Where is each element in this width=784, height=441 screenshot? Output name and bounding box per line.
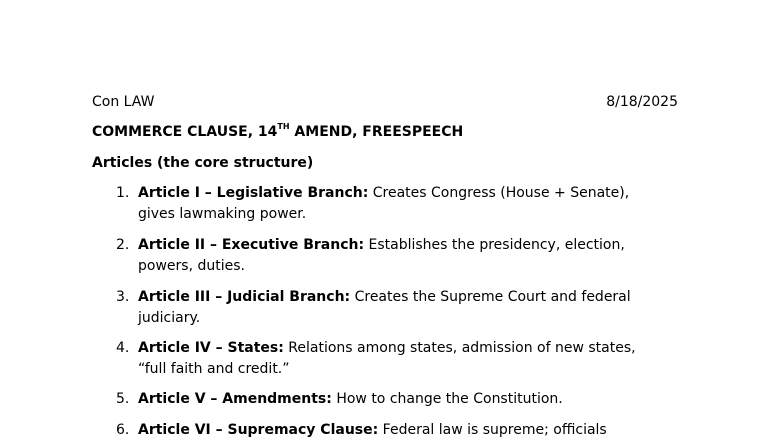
list-item-description: Relations among states, admission of new states, [283, 340, 636, 356]
list-item-text [138, 420, 698, 441]
list-item-title: Article II – Executive Branch: [138, 237, 365, 253]
list-item-description-continued: gives lawmaking power. [138, 206, 307, 222]
list-item-number: 6. [116, 422, 130, 438]
list-item-text [138, 235, 698, 277]
list-item-number: 3. [116, 289, 130, 305]
document-header [92, 93, 678, 113]
list-item-text [138, 287, 698, 329]
list-item-title: Article V – Amendments: [138, 391, 332, 407]
list-item-title: Article III – Judicial Branch: [138, 289, 351, 305]
list-item-title: Article VI – Supremacy Clause: [138, 422, 379, 438]
course-title: Con LAW [92, 94, 155, 110]
list-item-number: 4. [116, 340, 130, 356]
list-item-title: Article I – Legislative Branch: [138, 185, 369, 201]
list-item-number: 5. [116, 391, 130, 407]
list-item-description: Establishes the presidency, election, [364, 237, 625, 253]
list-item-text [138, 183, 698, 225]
list-item-number: 1. [116, 185, 130, 201]
list-item-description: Federal law is supreme; officials [378, 422, 607, 438]
list-item-number: 2. [116, 237, 130, 253]
list-item-description: Creates Congress (House + Senate), [368, 185, 630, 201]
list-item-text [138, 338, 698, 380]
date: 8/18/2025 [606, 94, 678, 110]
list-item-description-continued: “full faith and credit.” [138, 361, 290, 377]
list-item-text [138, 389, 698, 410]
topic-heading-part1: COMMERCE CLAUSE, 14 [92, 124, 278, 140]
list-item-title: Article IV – States: [138, 340, 284, 356]
topic-heading-part2: AMEND, FREESPEECH [289, 124, 464, 140]
list-item-description: Creates the Supreme Court and federal [350, 289, 631, 305]
section-heading: Articles (the core structure) [92, 155, 314, 171]
topic-heading [92, 123, 463, 141]
list-item-description-continued: judiciary. [138, 310, 201, 326]
topic-heading-superscript: TH [277, 122, 290, 132]
list-item-description-continued: powers, duties. [138, 258, 245, 274]
list-item-description: How to change the Constitution. [331, 391, 563, 407]
